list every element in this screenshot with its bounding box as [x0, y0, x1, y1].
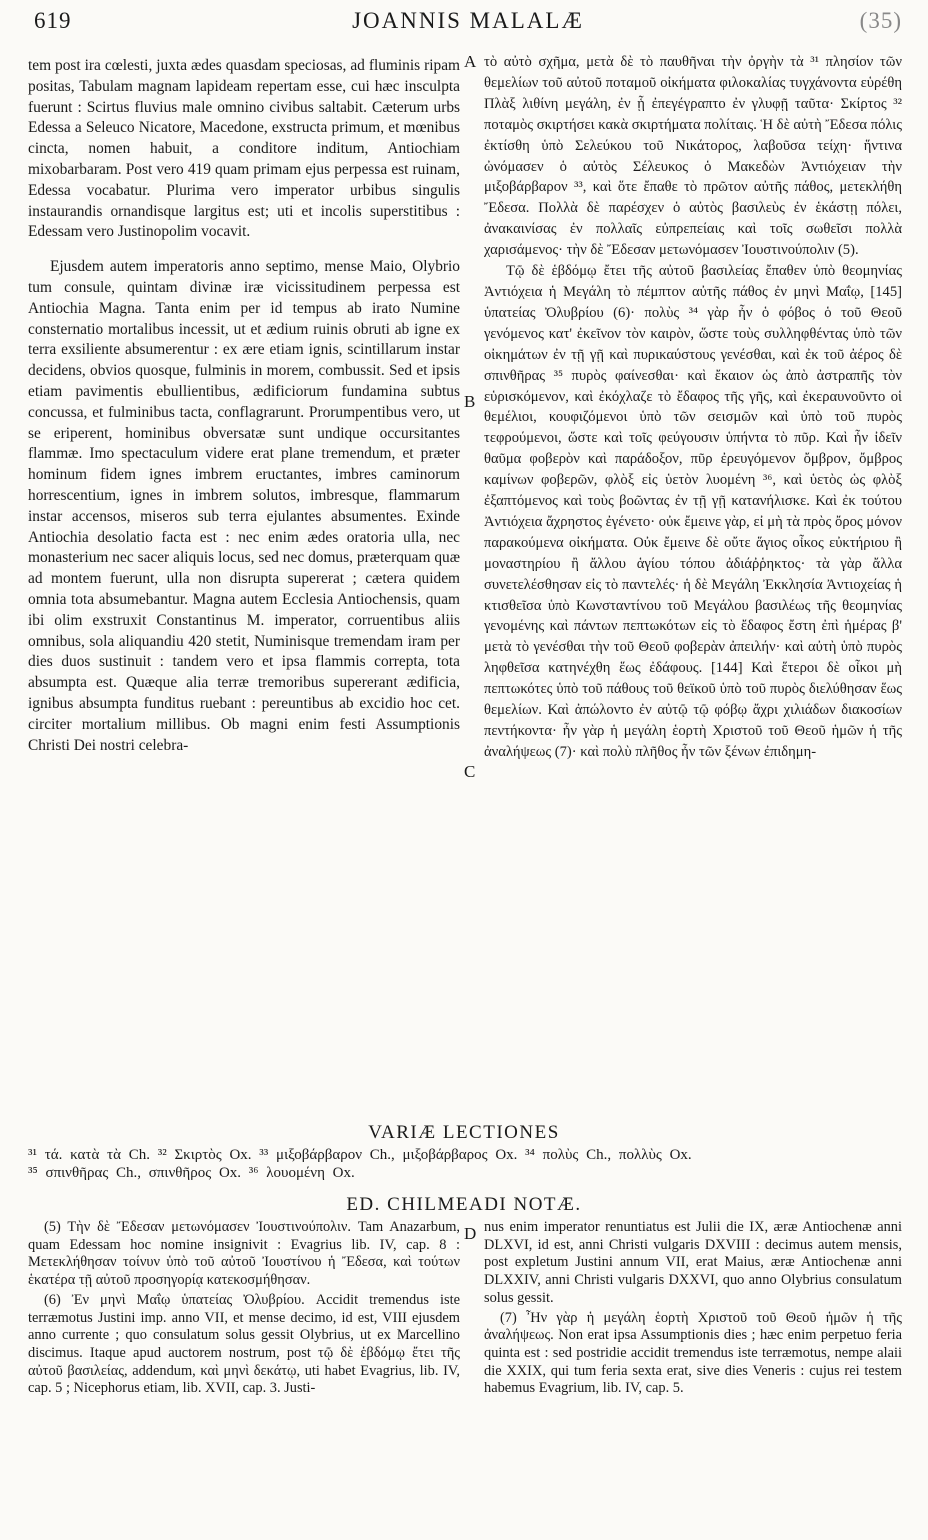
notes-left-column	[28, 1219, 460, 1398]
note-6: (6) Ἐν μηνὶ Μαΐῳ ὑπατείας Ὀλυβρίου. Accidit tremendus iste terræmotus Justini imp. anno VII, et mense decimo, id est, VIII ejusdem anno currente ; quo consulatum solus gessit Olybrius, ut ex Marcellino discimus. Itaque apud auctorem nostrum, post τῷ δὲ ἑβδόμῳ ἔτει τῆς αὐτοῦ βασιλείας, addendum, καὶ μηνὶ δεκάτῳ, uti habet Evagrius, lib. IV, cap. 5 ; Nicephorus etiam, lib. XVII, cap. 3. Justi-	[28, 1291, 460, 1397]
running-header	[34, 6, 902, 40]
notae-heading: ED. CHILMEADI NOTÆ.	[346, 1194, 582, 1215]
gutter-letter-b: B	[464, 392, 476, 411]
greek-paragraph-2: Τῷ δὲ ἑβδόμῳ ἔτει τῆς αὐτοῦ βασιλείας ἔπαθεν ὑπὸ θεομηνίας Ἀντιόχεια ἡ Μεγάλη τὸ πέμπτον αὐτῆς πάθος ἐν μηνὶ Μαΐῳ, [145] ὑπατείας Ὀλυβρίου (6)· πολὺς ³⁴ γὰρ ἦν ὁ φόβος ὁ τοῦ Θεοῦ γενόμενος κατ' ἐκεῖνον τὸν καιρὸν, ὥστε τοὺς συλληφθέντας ὑπὸ τῶν οἰκημάτων ἐν τῇ γῇ καὶ πυρικαύστους γενέσθαι, καὶ ἐκ τοῦ ἀέρος δὲ σπινθῆρας ³⁵ πυρὸς φαίνεσθαι· καὶ ἔκαιον ὡς ἀπὸ ἀστραπῆς τὸν εὑρισκόμενον, καὶ ἐκόχλαζε τὸ ἔδαφος τῆς γῆς, καὶ ἐκεραυνοῦντο οἱ θεμέλιοι, κουφιζόμενοι ὑπὸ τῶν σεισμῶν καὶ ὑπὸ τοῦ πυρὸς τεφρούμενοι, ὥστε καὶ τοῖς φεύγουσιν ὑπήντα τὸ πῦρ. Καὶ ἦν ἰδεῖν θαῦμα φοβερὸν καὶ παράδοξον, πῦρ ἐρευγόμενον ὄμβρον, ὄμβρος καμίνων φοβερῶν, φλὸξ εἰς ὑετὸν λυομένη ³⁶, καὶ ὑετὸς ὡς φλὸξ ἐξαπτόμενος καὶ τοὺς βοῶντας ἐν τῇ γῇ κατανήλισκε. Καὶ ἐκ τούτου Ἀντιόχεια ἄχρηστος ἐγένετο· οὐκ ἔμεινε γὰρ, εἰ μὴ τὰ πρὸς ὄρος μόνον παρακούμενα οἰκήματα. Οὐκ ἔμεινε δὲ οὔτε ἅγιος οἶκος εὐκτήριου ἢ μοναστηρίου ἢ ἄλλου ἁγίου τόπου ἀδιάῤῥηκτος· τὰ γὰρ ἄλλα συνετελέσθησαν εἰς τὸ παντελές· ἡ δὲ Μεγάλη Ἐκκλησία Ἀντιοχείας ἡ κτισθεῖσα ὑπὸ Κωνσταντίνου τοῦ Μεγάλου βασιλέως τῆς θεομηνίας γενομένης καὶ πάντων πεπτωκότων εἰς τὸ ἔδαφος ἔστη ἐπὶ ἡμέρας β' μετὰ τὸ γενέσθαι τὴν τοῦ Θεοῦ φοβερὰν ἀπειλήν· καὶ αὐτὴ ὑπὸ πυρὸς ληφθεῖσα κατηνέχθη ἕως ἐδάφους. [144] Καὶ ἕτεροι δὲ οἶκοι μὴ πεπτωκότες ὑπὸ τοῦ πάθους τοῦ θεϊκοῦ ὑπὸ τοῦ πυρὸς διελύθησαν ἕως θεμελίων. Καὶ ἀπώλοντο ἐν αὐτῷ τῷ φόβῳ ἄχρι χιλιάδων διακοσίων πεντήκοντα· ἦν γὰρ ἡ μεγάλη ἑορτὴ Χριστοῦ τοῦ Θεοῦ ἡμῶν ἡ τῆς ἀναλήψεως (7)· καὶ πολὺ πλῆθος ἦν τῶν ξένων ἐπιδημη-	[484, 263, 902, 760]
greek-paragraph-1: τὸ αὐτὸ σχῆμα, μετὰ δὲ τὸ παυθῆναι τὴν ὀργὴν τὰ ³¹ πλησίον τῶν θεμελίων τοῦ αὐτοῦ ποταμοῦ οἰκήματα φιλοκαλίας τυγχάνοντα εὑρέθη Πλὰξ λιθίνη μεγάλη, ἐν ᾗ ἐπεγέγραπτο ἐν γλυφῇ ταῦτα· Σκίρτος ³² ποταμὸς σκιρτήσει κακὰ σκιρτήματα πολίταις. Ἡ δὲ αὐτὴ Ἔδεσα πόλις ἐκτίσθη ὑπὸ Σελεύκου τοῦ Νικάτορος, λαβοῦσα τείχη· ἥντινα ὠνόμασεν ὁ αὐτὸς Σέλευκος ὁ Μακεδὼν Ἀντιόχειαν τὴν μιξοβάρβαρον ³³, καὶ ὅτε ἔπαθε τὸ πρῶτον αὐτῆς πάθος, μετεκλήθη Ἔδεσα. Πολλὰ δὲ παρέσχεν ὁ αὐτὸς βασιλεὺς ἐν ἑκάστῃ πόλει, ἀνακαινίσας ἐν πολλαῖς εὐπρεπείαις καὶ τοῖς σωθεῖσι πολλὰ χαρισάμενος· τὴν δὲ Ἔδεσαν μετωνόμασεν Ἰουστινούπολιν (5).	[484, 54, 902, 259]
corner-mark: (35)	[859, 8, 902, 33]
note-5: (5) Τὴν δὲ Ἔδεσαν μετωνόμασεν Ἰουστινούπολιν. Tam Anazarbum, quam Edessam hoc nomine insignivit : Evagrius lib. IV, cap. 8 : Μετεκλήθησαν τοίνυν ὑπὸ τοῦ αὐτοῦ Ἰουστίνου ἡ Ἔδεσα, καὶ τούτων ἑκατέρα τῇ αὐτοῦ προσηγορίᾳ κατεκοσμήθησαν.	[28, 1219, 460, 1289]
greek-column	[484, 52, 902, 763]
variant-line-2: ³⁵ σπινθῆρας Ch., σπινθῆρος Ox. ³⁶ λουομένη Ox.	[28, 1165, 355, 1181]
page-number: 619	[34, 8, 72, 33]
variae-lectiones	[28, 1146, 902, 1182]
note-7: (7) Ἦν γὰρ ἡ μεγάλη ἑορτὴ Χριστοῦ τοῦ Θεοῦ ἡμῶν ἡ τῆς ἀναλήψεως. Non erat ipsa Assumptionis dies ; hæc enim perpetuo feria quinta est : sed postridie accidit tremendus iste terræmotus, nempe alaii die XXIX, qui tum feria sexta erat, sive dies Veneris : cujus rei testem habemus Evagrium, lib. IV, cap. 5.	[484, 1309, 902, 1397]
latin-column	[28, 56, 460, 756]
notes-right-column	[484, 1219, 902, 1398]
running-title: JOANNIS MALALÆ	[352, 8, 584, 33]
latin-paragraph-1: tem post ira cœlesti, juxta ædes quasdam speciosas, ad fluminis ripam positas, Tabulam magnam lapideam repertam esse, cui hæc insculpta fuerunt : Scirtus fluvius male omnino civibus saltabit. Cæterum urbs Edessa a Seleuco Nicatore, Macedone, exstructa primum, et mœnibus cincta, nomen habuit, a conditore inditum, Antiochiam mixobarbaram. Post vero 419 quam primam ejus perpessa est ruinam, Edessa vocabatur. Plurima vero imperator urbibus singulis instaurandis ornandisque largitus est; uti et incolis superstitibus : Edessam vero Justinopolim vocavit.	[28, 57, 460, 241]
latin-paragraph-2: Ejusdem autem imperatoris anno septimo, mense Maio, Olybrio tum consule, quintam divinæ iræ vicissitudinem perpessa est Antiochia Magna. Tanta enim per id tempus ab irato Numine consternatio mortalibus incessit, ut et ædium ruinis obruti ab igne ex terra exsiliente absumerentur : ex ære etiam ignis, scintillarum instar decidens, obvios quosque, fulminis in morem, combussit. Sed et ipsis etiam pavimentis ebullientibus, ædificiorum fundamina subtus concussa, et fulminibus tacta, conflagrarunt. Prorumpentibus vero, ut se eriperent, hominibus obversatæ sunt undique occursitantes flammæ. Imo spectaculum videre erat plane tremendum, et præter hominum fidem ignes imbrem eructantes, imbres caminorum horrescentium, ignes in imbrem solutos, imbresque, flammarum instar accensos, miseros sub terra ejulantes absumentes. Exinde Antiochia desolatio facta est : nec enim ædes oratoria ulla, nec monasterium nec sacer aliquis locus, sed nec domus, præterquam quæ ad montem fuerunt, ulla non disrupta supererat ; cætera quidem omnia tota absumebantur. Magna autem Ecclesia Antiochensis, quam ibi olim exstruxit Constantinus M. imperator, corruentibus aliis omnibus, sola aliquandiu 420 stetit, Numinisque tremendam iram per dies duos sustinuit : tandem vero et ipsa flammis correpta, tota absumpta est. Quæque alia terræ tremoribus supererant ædificia, ignibus absumpta funditus ruebant : pereuntibus ab excidio hoc cet. circiter mortalium millibus. Ob magni enim festi Assumptionis Christi Dei nostri celebra-	[28, 258, 460, 754]
note-6-continued: nus enim imperator renuntiatus est Julii die IX, æræ Antiochenæ anni DLXVI, id est, anni Christi vulgaris DXVIII : decimus autem mensis, post expletum Justini annum VII, erat Maius, æræ Antiochenæ anni DLXXIV, anni Christi vulgaris DXXVI, quo anno Olybrius consulatum solus gessit.	[484, 1219, 902, 1306]
gutter-letter-a: A	[464, 52, 477, 71]
variant-line-1: ³¹ τά. κατὰ τὰ Ch. ³² Σκιρτὸς Ox. ³³ μιξοβάρβαρον Ch., μιξοβάρβαρος Ox. ³⁴ πολὺς Ch., πολλὺς Ox.	[28, 1147, 692, 1163]
gutter-letter-d: D	[464, 1224, 477, 1243]
gutter-letter-c: C	[464, 762, 476, 781]
variae-lectiones-heading: VARIÆ LECTIONES	[368, 1122, 560, 1143]
